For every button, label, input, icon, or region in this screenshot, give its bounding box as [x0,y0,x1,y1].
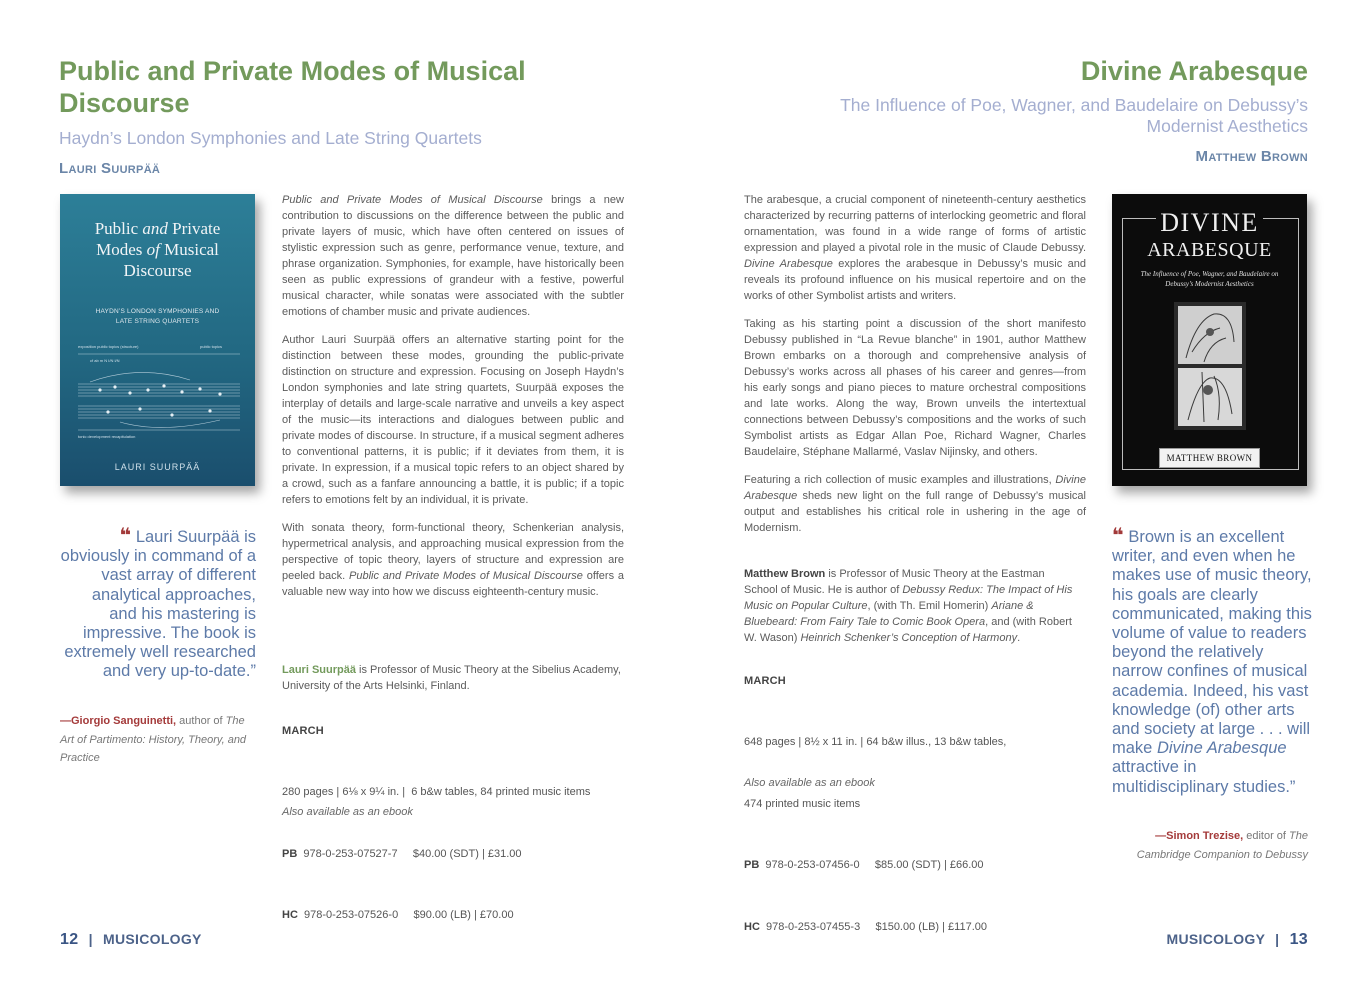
left-ebook-note: Also available as an ebook [282,806,413,818]
cover-author: LAURI SUURPÄÄ [114,462,201,472]
svg-text:public topics: public topics [200,344,223,349]
left-quote-attribution: —Giorgio Sanguinetti, author of The Art of Partimento: History, Theory, and Practice [60,715,247,764]
left-book-subtitle: Haydn’s London Symphonies and Late String Quartets [59,128,482,148]
section-name: MUSICOLOGY [103,931,202,947]
right-ebook-note: Also available as an ebook [744,777,875,789]
svg-text:cf ab m N I/N I/N: cf ab m N I/N I/N [90,358,120,363]
quote-mark-icon: ❝ [119,525,132,547]
left-pub-details: 280 pages | 6⅛ x 9¼ in. | 6 b&w tables, 84 printed music items PB 978-0-253-07527-7 $40.00 (SDT) | £31.00 HC 978-0-253-07526-0 $90.00 (LB) | £70.00 [282,786,591,921]
svg-text:tonic development: tonic development recapitulation [78,434,136,439]
page-number: 12 [60,931,79,948]
page-number: 13 [1289,931,1308,948]
cover-title: DIVINE ARABESQUE [1147,208,1272,261]
right-description: The arabesque, a crucial component of nineteenth-century aesthetics characterized by recurring patterns of interlocking geometric and floral ornamentation, was found in a wide range of forms of artistic expression and played a pivotal role in the music of Claude Debussy. Divine Arabesque explores the arabesque in Debussy’s music and reveals its profound influence on his musical repertoire and on the works of other Symbolist artists and writers. Taking as his starting point a discussion of the short manifesto Debussy published in “La Revue blanche” in 1901, author Matthew Brown embarks on a thorough and comprehensive analysis of Debussy’s works across all phases of his career and genres—from his early songs and piano pieces to mature orchestral compositions and late works. Along the way, Brown unveils the intertextual connections between Debussy’s compositions and the works of such Symbolist artists as Edgar Allan Poe, Richard Wagner, Charles Baudelaire, Stéphane Mallarmé, Vaslav Nijinsky, and others. Featuring a rich collection of music examples and illustrations, Divine Arabesque sheds new light on the full range of Debussy’s musical output and establishes his critical role in ushering in the age of Modernism. [744,194,1087,534]
section-name: MUSICOLOGY [1166,931,1265,947]
left-page-footer: 12 | MUSICOLOGY [60,931,202,948]
right-book-subtitle: The Influence of Poe, Wagner, and Baudelaire on Debussy’s Modernist Aesthetics [840,95,1308,136]
cover-score-illustration [60,334,255,454]
left-book-author: Lauri Suurpää [59,160,161,177]
cover-subtitle: HAYDN’S LONDON SYMPHONIES AND LATE STRING QUARTETS [95,308,220,325]
cover-title: Public and Private Modes of Musical Discourse [94,219,221,280]
right-quote-attribution: —Simon Trezise, editor of The Cambridge Companion to Debussy [1136,830,1308,861]
right-pub-month: MARCH [744,675,786,687]
right-review-quote: ❝ Brown is an excellent writer, and even when he makes use of music theory, his goals are clearly communicated, making this volume of value to readers beyond the relatively narrow confines of musical academia. Indeed, his vast knowledge (of) other arts and society at large . . . will make Divine Arabesque attractive in multidisciplinary studies.” [1112,525,1312,796]
right-pub-details: 648 pages | 8½ x 11 in. | 64 b&w illus., 13 b&w tables, 474 printed music items PB 978-0-253-07456-0 $85.00 (SDT) | £66.00 HC 978-0-253-07455-3 $150.00 (LB) | £117.00 [744,736,1007,933]
right-book-author: Matthew Brown [1195,148,1308,165]
left-pub-month: MARCH [282,725,324,737]
left-review-quote: ❝ Lauri Suurpää is obviously in command of a vast array of different analytical approaches, and his mastering is impressive. The book is extremely well researched and very up-to-date.” [60,525,256,681]
right-book-cover [1112,194,1307,486]
svg-text:exposition public topics (str: exposition public topics (structure) [78,344,139,349]
left-book-title: Public and Private Modes of Musical Discourse [59,56,526,118]
right-page-footer: MUSICOLOGY | 13 [1166,931,1308,948]
cover-subtitle: The Influence of Poe, Wagner, and Baudelaire on Debussy’s Modernist Aesthetics [1140,270,1279,288]
cover-author-plate: MATTHEW BROWN [1112,448,1307,468]
left-book-cover [60,194,255,486]
cover-illustration [1174,302,1246,430]
quote-mark-icon: ❝ [1112,525,1124,547]
right-author-bio: Matthew Brown is Professor of Music Theory at the Eastman School of Music. He is author of Debussy Redux: The Impact of His Music on Popular Culture, (with Th. Emil Homerin) Ariane & Bluebeard: From Fairy Tale to Comic Book Opera, and (with Robert W. Wason) Heinrich Schenker’s Conception of Harmony. [744,568,1073,644]
left-author-bio: Lauri Suurpää is Professor of Music Theory at the Sibelius Academy, University of the Arts Helsinki, Finland. [282,664,621,692]
right-book-title: Divine Arabesque [1080,56,1308,86]
left-description: Public and Private Modes of Musical Discourse brings a new contribution to discussions on the difference between the public and private layers of music, which have often centered on issues of stylistic expression such as genre, performance venue, texture, and phrase organization. Symphonies, for example, have historically been seen as public expressions of grandeur with a festive, powerful musical character, while sonatas were associated with the subtler emotions of chamber music and private audiences. Author Lauri Suurpää offers an alternative starting point for the distinction between these modes, grounding the public-private distinction on structure and expression. Focusing on Joseph Haydn’s London symphonies and late string quartets, Suurpää exposes the interplay of details and large-scale narrative and unveils a key aspect of the music—its interactions and dialogues between public and private modes of discourse. In structure, if a musical segment adheres to conventional patterns, it is public; if it deviates from them, it is private. In expression, if a musical topic refers to an object shared by a crowd, such as a fanfare announcing a battle, it is public; if a topic refers to emotions felt by an individual, it is private. With sonata theory, form-functional theory, Schenkerian analysis, hypermetrical analysis, and approaching musical expression from the perspective of topic theory, layers of structure and expression are peeled back. Public and Private Modes of Musical Discourse offers a valuable new way into how we discuss eighteenth-century music. [282,194,625,598]
